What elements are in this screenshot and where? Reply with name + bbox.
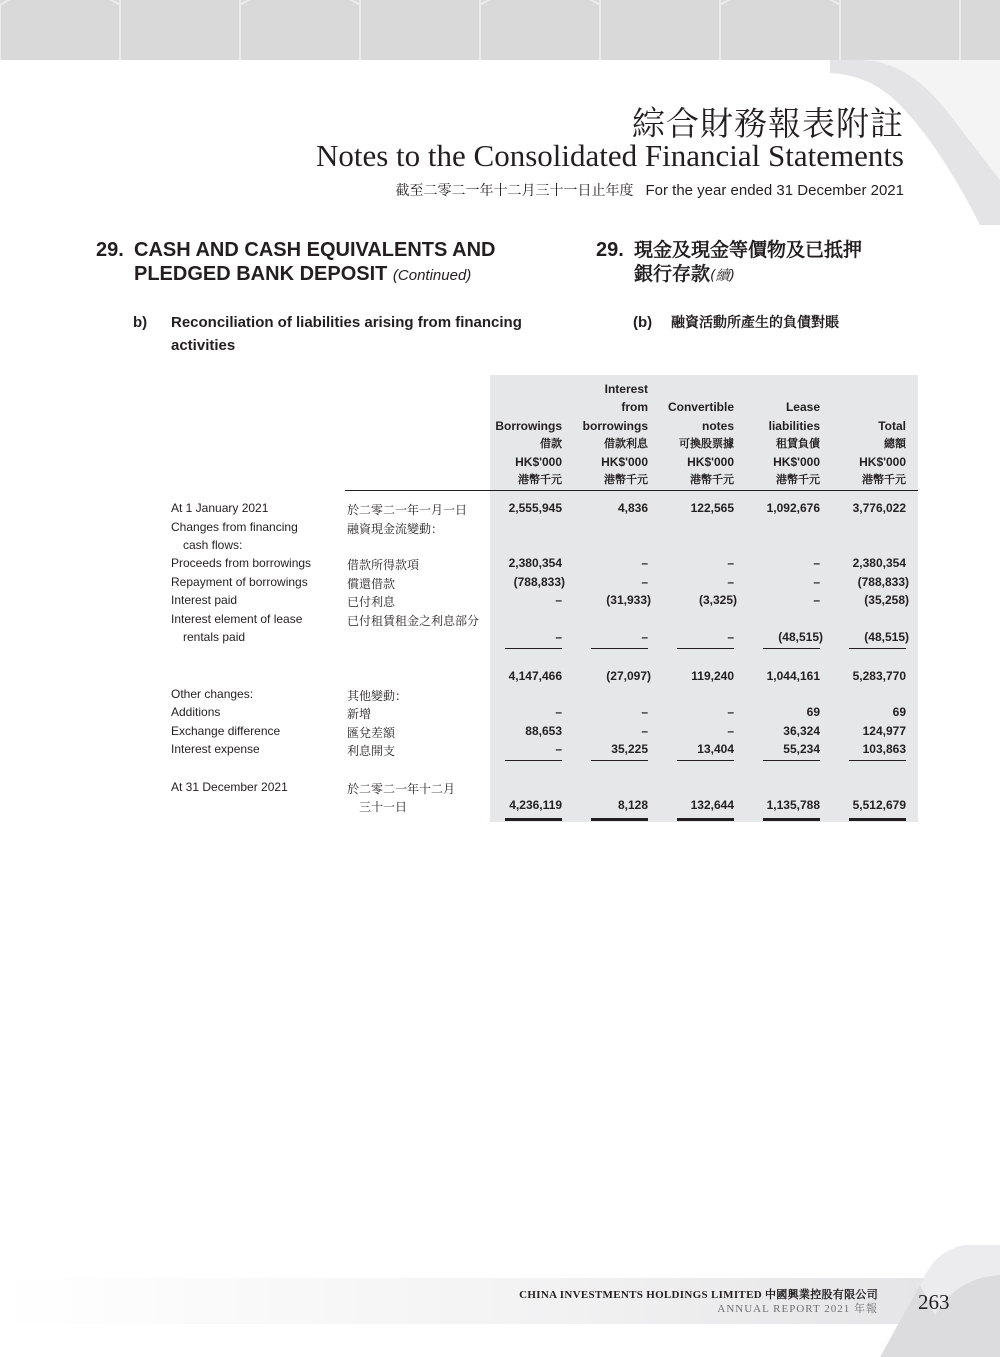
row-label-en: cash flows: <box>183 538 243 552</box>
column-header-line: from <box>621 400 648 415</box>
column-double-rule <box>849 818 906 821</box>
column-header-line <box>730 380 820 398</box>
row-label-cn: 三十一日 <box>359 800 408 814</box>
column-header-line: HK$'000 <box>687 455 734 470</box>
table-cell-value: – <box>555 593 562 607</box>
row-label-cn: 匯兌差額 <box>347 726 396 740</box>
row-label-en: Repayment of borrowings <box>171 575 308 589</box>
column-double-rule <box>505 818 562 821</box>
table-cell-value: – <box>555 742 562 756</box>
row-label-en: rentals paid <box>183 630 246 644</box>
period-line <box>396 180 905 200</box>
row-label-cn: 其他變動： <box>347 689 408 703</box>
table-header-rule <box>345 490 918 491</box>
column-header-line: 借款利息 <box>604 436 648 450</box>
column-rule <box>591 648 648 649</box>
footer-company: CHINA INVESTMENTS HOLDINGS LIMITED 中國興業控股有限公司 <box>519 1289 878 1301</box>
table-cell-value: 4,147,466 <box>508 669 562 683</box>
footer-report: ANNUAL REPORT 2021 年報 <box>717 1303 878 1315</box>
table-cell-value: 88,653 <box>525 724 562 738</box>
column-header-line <box>472 380 562 398</box>
row-label-cn: 於二零二一年一月一日 <box>347 503 468 517</box>
table-cell-value: 2,380,354 <box>852 556 906 570</box>
row-label-en: Other changes: <box>171 687 254 701</box>
table-cell-value: – <box>641 630 648 644</box>
table-cell-value: 36,324 <box>783 724 820 738</box>
table-cell-value: 4,836 <box>617 501 648 515</box>
row-label-cn: 已付利息 <box>347 595 396 609</box>
column-rule <box>849 648 906 649</box>
table-cell-value: – <box>813 575 820 589</box>
table-cell-value: 4,236,119 <box>509 798 562 812</box>
table-cell-value: 2,555,945 <box>508 501 562 515</box>
section-title-en-line2: PLEDGED BANK DEPOSIT <box>134 263 388 285</box>
table-cell-value: 55,234 <box>783 742 820 756</box>
column-header-line <box>472 398 562 416</box>
column-rule <box>763 648 820 649</box>
table-cell-value: (788,833) <box>513 575 565 589</box>
table-cell-value: (48,515) <box>778 630 823 644</box>
column-header-line: Total <box>878 418 906 433</box>
column-rule <box>849 760 906 761</box>
table-cell-value: – <box>555 630 562 644</box>
table-cell-value: 124,977 <box>862 724 906 738</box>
table-cell-value: (27,097) <box>606 669 651 683</box>
continued-en: (Continued) <box>392 267 472 284</box>
table-cell-value: 13,404 <box>697 742 734 756</box>
column-header-line: Lease <box>785 400 820 415</box>
column-header-line: Convertible <box>667 400 734 415</box>
column-header-line: 港幣千元 <box>862 473 906 487</box>
period-en: For the year ended 31 December 2021 <box>645 182 904 199</box>
table-cell-value: – <box>641 556 648 570</box>
table-cell-value: – <box>555 705 562 719</box>
page-title-cn: 綜合財務報表附註 <box>632 104 904 143</box>
section-title-cn-line1: 現金及現金等價物及已抵押 <box>634 239 863 261</box>
section-number: 29. <box>96 239 124 261</box>
table-cell-value: (3,325) <box>698 593 737 607</box>
subsection-title-en-line1: Reconciliation of liabilities arising from financing <box>171 314 522 331</box>
row-label-en: Additions <box>171 705 221 719</box>
table-cell-value: 2,380,354 <box>508 556 562 570</box>
table-cell-value: – <box>813 556 820 570</box>
row-label-cn: 於二零二一年十二月 <box>347 782 456 796</box>
column-header-line: 港幣千元 <box>776 473 820 487</box>
column-header-line: 借款 <box>540 436 562 450</box>
section-heading-en <box>96 238 496 288</box>
table-cell-value: (48,515) <box>864 630 909 644</box>
column-header-line: HK$'000 <box>773 455 820 470</box>
column-double-rule <box>763 818 820 821</box>
column-rule <box>677 648 734 649</box>
column-header-line: 港幣千元 <box>604 473 648 487</box>
column-rule <box>677 760 734 761</box>
row-label-cn: 新增 <box>347 707 372 721</box>
column-header-line: Borrowings <box>495 418 562 433</box>
section-number-cn: 29. <box>596 239 624 261</box>
column-header-line: 總額 <box>884 436 906 450</box>
column-double-rule <box>591 818 648 821</box>
row-label-cn: 借款所得款項 <box>347 558 420 572</box>
column-rule <box>505 648 562 649</box>
column-header-line: 可換股票據 <box>679 436 734 450</box>
row-label-en: Interest paid <box>171 593 238 607</box>
column-rule <box>763 760 820 761</box>
row-label-en: Changes from financing <box>171 520 298 534</box>
table-cell-value: 1,092,676 <box>766 501 820 515</box>
subsection-tag-en: b) <box>133 314 148 331</box>
table-cell-value: 5,283,770 <box>852 669 906 683</box>
table-cell-value: 5,512,679 <box>852 798 906 812</box>
column-header <box>558 380 648 490</box>
table-cell-value: 35,225 <box>611 742 648 756</box>
table-cell-value: – <box>641 705 648 719</box>
period-cn: 截至二零二一年十二月三十一日止年度 <box>395 183 634 199</box>
column-header-line: HK$'000 <box>601 455 648 470</box>
subsection-heading-cn <box>633 311 839 335</box>
row-label-cn: 融資現金流變動： <box>347 522 444 536</box>
column-header <box>730 380 820 490</box>
table-cell-value: 3,776,022 <box>852 501 906 515</box>
page-number: 263 <box>918 1290 950 1314</box>
table-cell-value: (788,833) <box>857 575 909 589</box>
column-header-line: HK$'000 <box>859 455 906 470</box>
table-cell-value: (35,258) <box>864 593 909 607</box>
table-cell-value: – <box>727 705 734 719</box>
row-label-en: Proceeds from borrowings <box>171 556 312 570</box>
row-label-en: Exchange difference <box>171 724 281 738</box>
table-cell-value: – <box>727 575 734 589</box>
column-rule <box>505 760 562 761</box>
page-title-en: Notes to the Consolidated Financial Statements <box>315 138 904 173</box>
column-header-line <box>644 380 734 398</box>
table-cell-value: (31,933) <box>606 593 651 607</box>
header-hex-pattern <box>0 0 1000 60</box>
column-header-line: borrowings <box>582 418 648 433</box>
table-cell-value: – <box>727 556 734 570</box>
column-header-line: Interest <box>604 382 648 396</box>
row-label-cn: 已付租賃租金之利息部分 <box>347 614 480 628</box>
table-cell-value: 8,128 <box>617 798 648 812</box>
table-cell-value: 69 <box>892 705 906 719</box>
table-cell-value: 103,863 <box>862 742 906 756</box>
subsection-title-en-line2: activities <box>171 337 236 354</box>
row-label-cn: 償還借款 <box>347 577 396 591</box>
column-header-line: HK$'000 <box>515 455 562 470</box>
column-header-line: 港幣千元 <box>518 473 562 487</box>
subsection-heading-en <box>133 311 522 357</box>
table-cell-value: – <box>813 593 820 607</box>
column-header-line: notes <box>701 418 734 433</box>
column-rule <box>591 760 648 761</box>
table-cell-value: – <box>641 575 648 589</box>
column-header <box>644 380 734 490</box>
column-header <box>472 380 562 490</box>
column-header-line: 港幣千元 <box>690 473 734 487</box>
table-cell-value: 1,135,788 <box>766 798 820 812</box>
table-cell-value: 122,565 <box>690 501 734 515</box>
section-title-en-line1: CASH AND CASH EQUIVALENTS AND <box>134 239 496 261</box>
row-label-en: At 31 December 2021 <box>171 780 288 794</box>
subsection-tag-cn: (b) <box>633 314 653 331</box>
table-cell-value: 69 <box>806 705 820 719</box>
table-cell-value: – <box>641 724 648 738</box>
column-header-line: 租賃負債 <box>776 436 820 450</box>
column-double-rule <box>677 818 734 821</box>
table-cell-value: 119,240 <box>691 669 734 683</box>
row-label-en: Interest element of lease <box>171 612 303 626</box>
subsection-title-cn: 融資活動所產生的負債對賬 <box>671 315 839 331</box>
column-header <box>816 380 906 490</box>
column-header-line <box>816 380 906 398</box>
table-cell-value: 132,644 <box>690 798 734 812</box>
table-cell-value: 1,044,161 <box>766 669 820 683</box>
row-label-cn: 利息開支 <box>347 744 396 758</box>
row-label-en: Interest expense <box>171 742 260 756</box>
table-cell-value: – <box>727 724 734 738</box>
row-label-en: At 1 January 2021 <box>171 501 269 515</box>
table-cell-value: – <box>727 630 734 644</box>
section-heading-cn <box>596 238 862 288</box>
column-header-line: liabilities <box>768 418 820 433</box>
column-header-line <box>816 398 906 416</box>
section-title-cn-line2: 銀行存款 <box>634 263 711 285</box>
continued-cn: (續) <box>710 268 735 284</box>
